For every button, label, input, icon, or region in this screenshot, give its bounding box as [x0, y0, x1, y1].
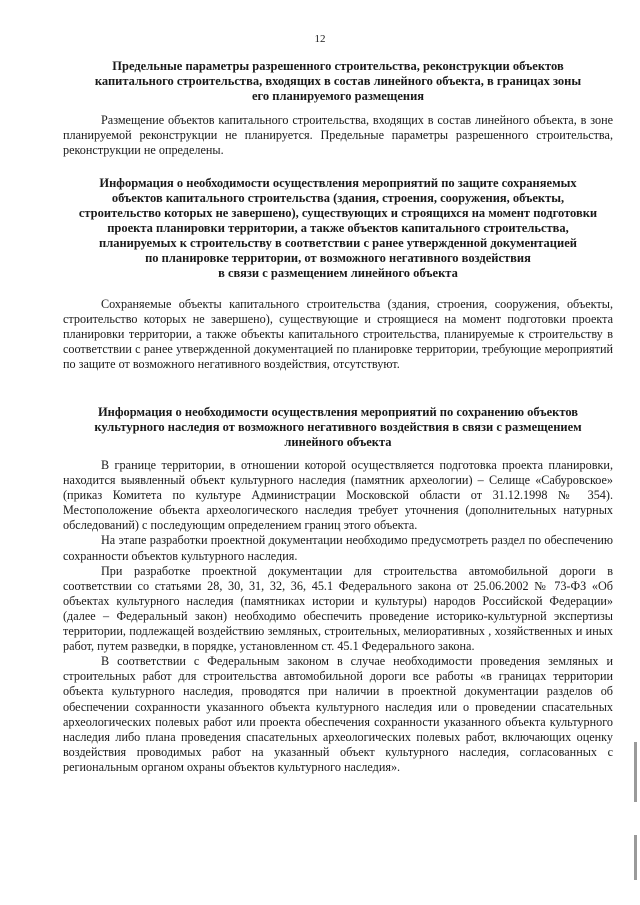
heading-line: капитального строительства, входящих в состав линейного объекта, в границах зоны	[94, 74, 582, 88]
section-heading	[63, 176, 613, 281]
heading-line: Информация о необходимости осуществления мероприятий по сохранению объектов	[97, 405, 579, 419]
heading-line: планируемых к строительству в соответствии с ранее утвержденной документацией	[99, 236, 577, 250]
heading-line: культурного наследия от возможного негативного воздействия в связи с размещением	[94, 420, 582, 434]
section-building-parameters	[63, 59, 613, 104]
paragraph: Размещение объектов капитального строительства, входящих в состав линейного объекта, в зоне планируемой реконструкции не планируется. Предельные параметры разрешенного строительства, реконструкции не определены.	[63, 113, 613, 158]
heading-line: его планируемого размещения	[251, 89, 425, 103]
heading-line: строительство которых не завершено), существующих и строящихся на момент подготовки	[78, 206, 598, 220]
heading-line: объектов капитального строительства (здания, строения, сооружения, объекты,	[111, 191, 565, 205]
heading-line: линейного объекта	[284, 435, 392, 449]
section-cultural-heritage-body	[63, 458, 613, 775]
page-number: 12	[314, 33, 326, 45]
paragraph: При разработке проектной документации для строительства автомобильной дороги в соответствии со статьями 28, 30, 31, 32, 36, 45.1 Федерального закона от 25.06.2002 № 73-ФЗ «Об объектах культурного наследия (памятниках истории и культуры) народов Российской Федерации» (далее – Федеральный закон) необходимо обеспечить проведение историко-культурной экспертизы территории, подлежащей воздействию земляных, строительных, мелиоративных , хозяйственных и иных работ, путем разведки, в порядке, установленном ст. 45.1 Федерального закона.	[63, 563, 613, 654]
scan-edge-mark	[634, 742, 637, 802]
heading-line: Информация о необходимости осуществления мероприятий по защите сохраняемых	[99, 176, 577, 190]
section-heading	[63, 405, 613, 450]
section-heading	[63, 59, 613, 104]
heading-line: проекта планировки территории, а также объектов капитального строительства,	[107, 221, 569, 235]
section-cultural-heritage	[63, 405, 613, 450]
paragraph: В границе территории, в отношении которой осуществляется подготовка проекта планировки, находится выявленный объект культурного наследия (памятник археологии) – Селище «Сабуровское» (приказ Комитета по культуре Администрации Московской области от 31.12.1998 № 354). Местоположение объекта археологического наследия требует уточнения (дополнительных натурных обследований) с последующим определением границ этого объекта.	[63, 458, 613, 533]
paragraph: В соответствии с Федеральным законом в случае необходимости проведения земляных и строительных работ для строительства автомобильной дороги все работы «в границах территории объекта культурного наследия, проводятся при наличии в проектной документации разделов об обеспечении сохранности указанного объекта культурного наследия или о проведении спасательных археологических полевых работ или проекта обеспечения сохранности указанного объекта культурного наследия либо плана проведения спасательных археологических полевых работ, включающих оценку воздействия проводимых работ на указанный объект культурного наследия, согласованных с региональным органом охраны объектов культурного наследия».	[63, 654, 613, 774]
section-protection-measures	[63, 176, 613, 281]
heading-line: в связи с размещением линейного объекта	[218, 266, 458, 280]
heading-line: Предельные параметры разрешенного строительства, реконструкции объектов	[112, 59, 564, 73]
paragraph: Сохраняемые объекты капитального строительства (здания, строения, сооружения, объекты, строительство которых не завершено), существующие и строящиеся на момент подготовки проекта планировки территории, а также объекты капитального строительства, планируемые к строительству в соответствии с ранее утвержденной документацией по планировке территории, требующие мероприятий по защите от возможного негативного воздействия, отсутствуют.	[63, 297, 613, 372]
heading-line: по планировке территории, от возможного негативного воздействия	[145, 251, 531, 265]
section-building-parameters-body	[63, 113, 613, 158]
scan-edge-mark	[634, 835, 637, 880]
paragraph: На этапе разработки проектной документации необходимо предусмотреть раздел по обеспечению сохранности объектов культурного наследия.	[63, 533, 613, 563]
section-protection-measures-body	[63, 297, 613, 372]
